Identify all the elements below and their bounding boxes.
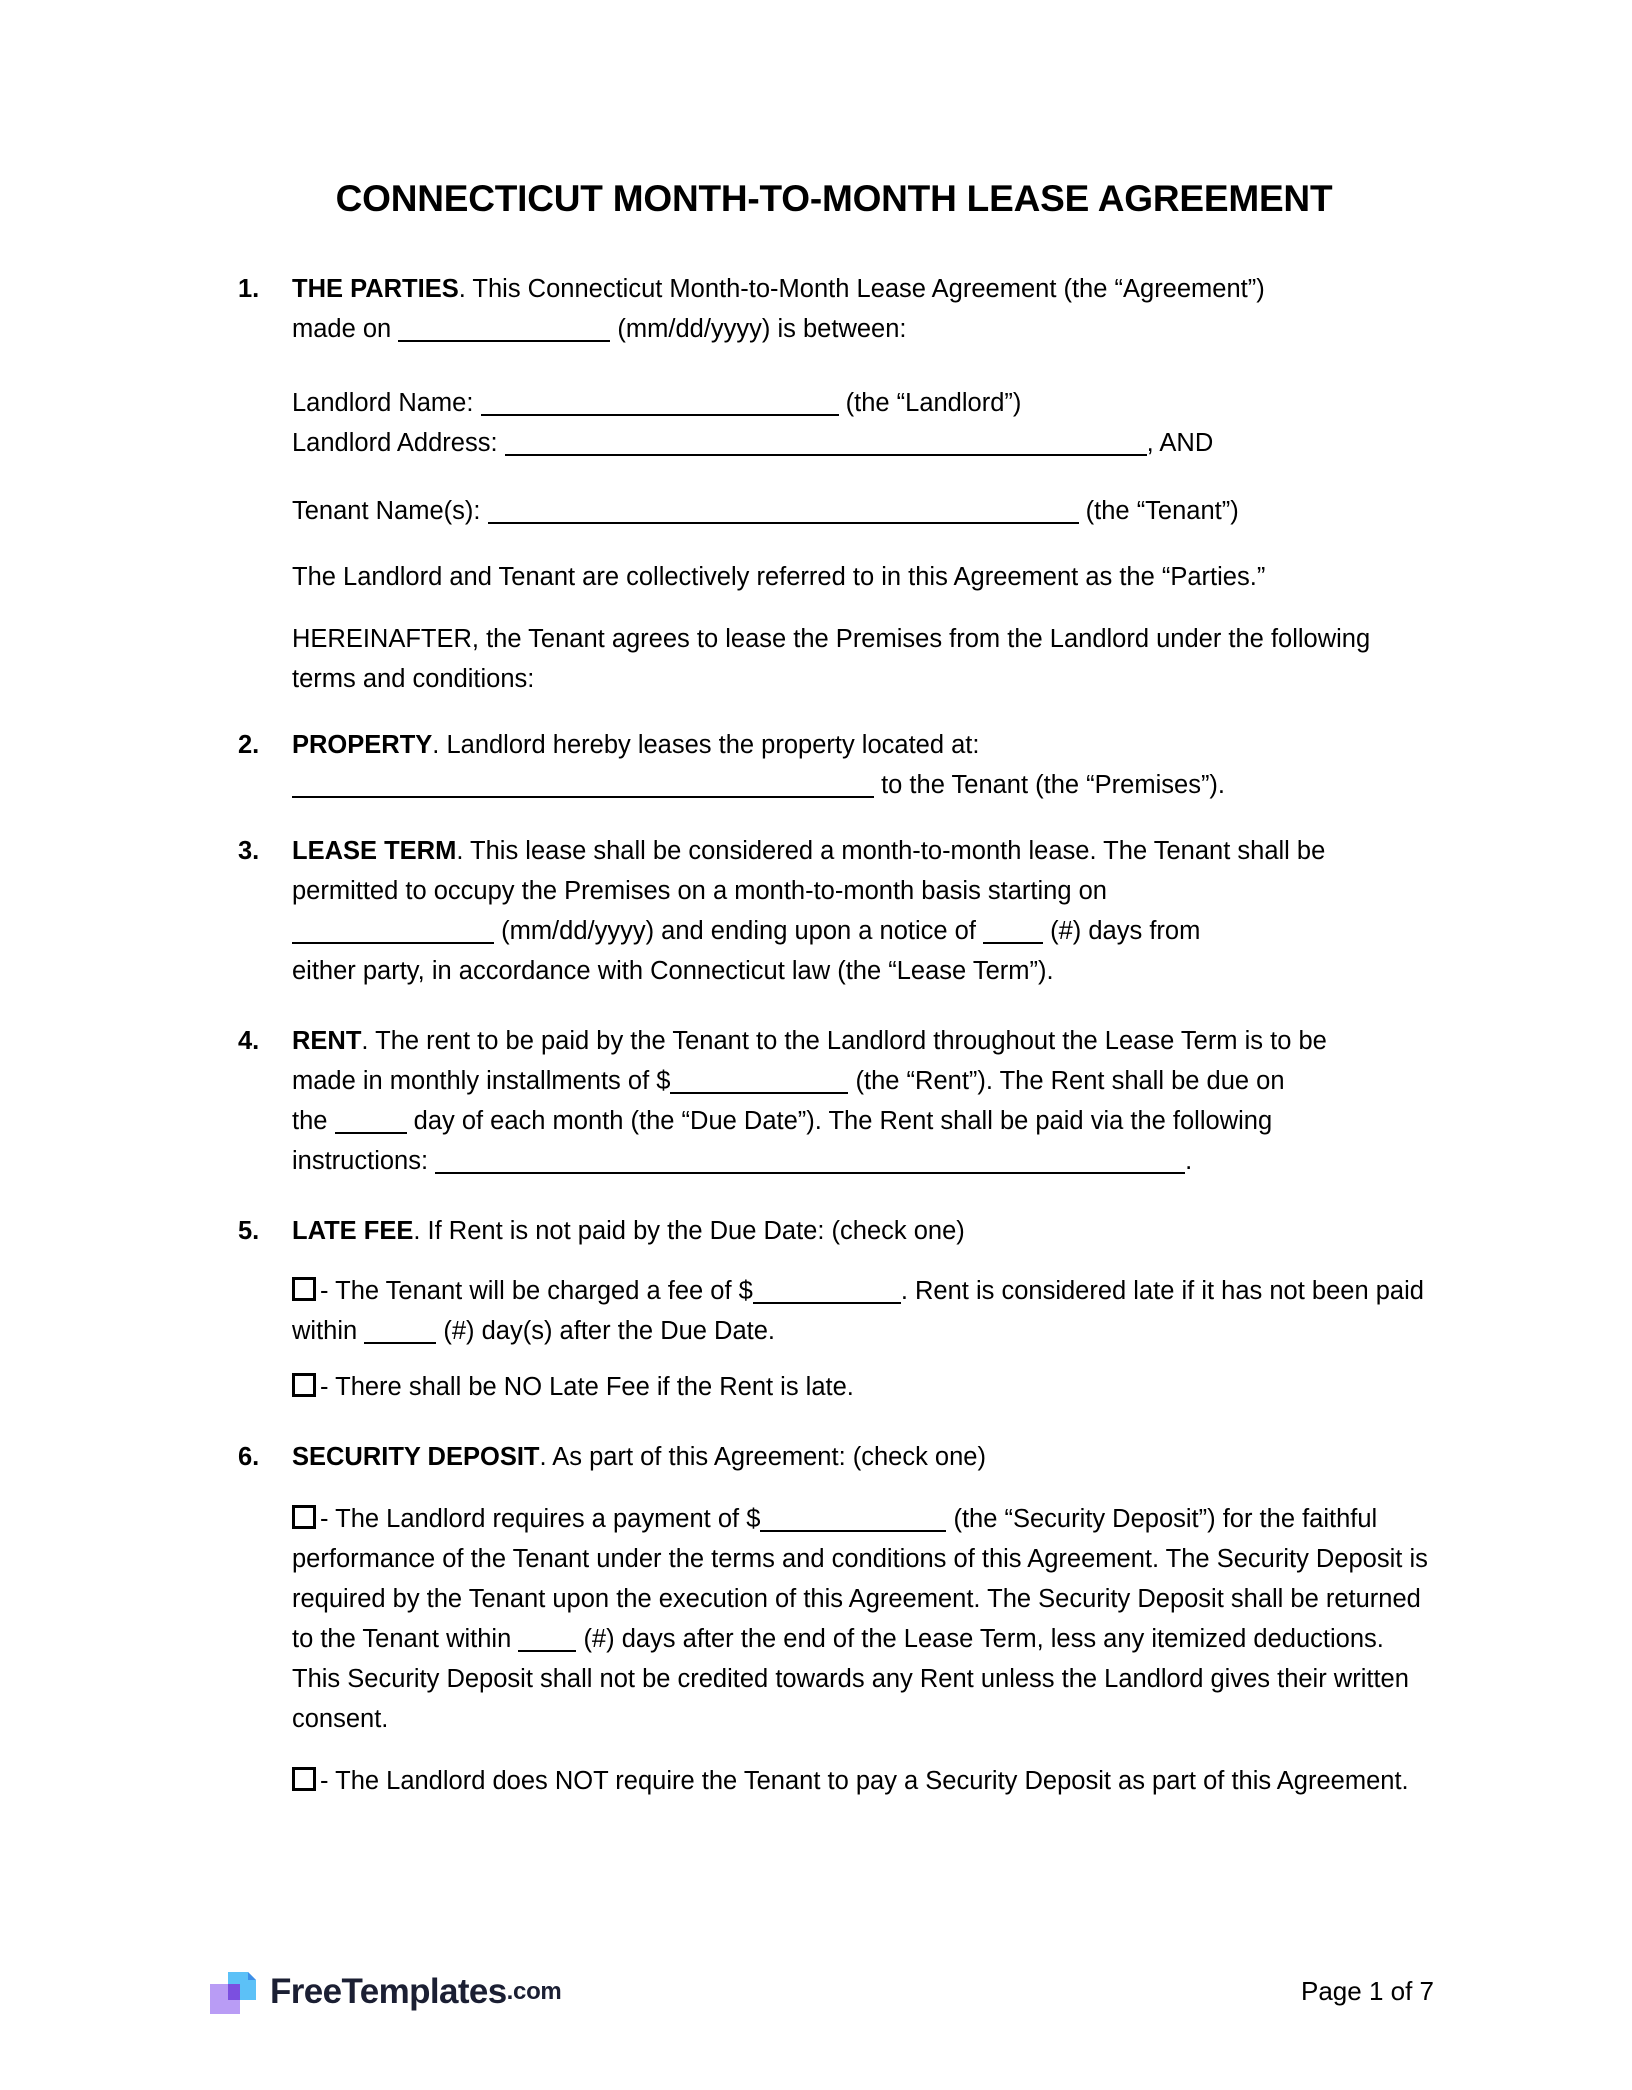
- rent-amount-line: [236, 1061, 1432, 1101]
- rent-due-day-blank[interactable]: [335, 1108, 407, 1134]
- property-address-suffix: to the Tenant (the “Premises”).: [874, 770, 1226, 799]
- landlord-address-label: Landlord Address:: [292, 428, 505, 457]
- landlord-name-label: Landlord Name:: [292, 388, 481, 417]
- rent-instructions-label: instructions:: [292, 1146, 436, 1175]
- spacer: [236, 805, 1432, 831]
- section-body: . If Rent is not paid by the Due Date: (check one): [413, 1216, 965, 1245]
- security-deposit-option-1-text-a: - The Landlord requires a payment of $: [320, 1504, 761, 1533]
- lease-term-line2: permitted to occupy the Premises on a month-to-month basis starting on: [292, 876, 1107, 905]
- section-lease-term: [236, 831, 1432, 871]
- spacer: [236, 463, 1432, 491]
- security-deposit-option-2: [236, 1761, 1432, 1801]
- section-body: . Landlord hereby leases the property located at:: [432, 730, 980, 759]
- late-fee-option-2: [236, 1367, 1432, 1407]
- landlord-address-blank[interactable]: [505, 430, 1147, 456]
- spacer: [236, 349, 1432, 383]
- spacer: [236, 1407, 1432, 1437]
- section-number: 4.: [238, 1026, 260, 1055]
- spacer: [236, 597, 1432, 619]
- rent-due-day-suffix: day of each month (the “Due Date”). The Rent shall be paid via the following: [406, 1106, 1273, 1135]
- landlord-name-blank[interactable]: [481, 390, 839, 416]
- lease-term-line3: [236, 911, 1432, 951]
- section-the-parties: [236, 269, 1432, 309]
- page-number: Page 1 of 7: [1301, 1976, 1434, 2006]
- late-fee-amount-blank[interactable]: [753, 1278, 901, 1304]
- section-body: . This lease shall be considered a month-to-month lease. The Tenant shall be: [456, 836, 1326, 865]
- late-fee-option-2-text: - There shall be NO Late Fee if the Rent is late.: [320, 1372, 854, 1401]
- checkbox-no-late-fee[interactable]: [292, 1373, 316, 1397]
- section-number: 5.: [238, 1216, 260, 1245]
- landlord-address-suffix: , AND: [1146, 428, 1214, 457]
- late-fee-days-blank[interactable]: [364, 1318, 436, 1344]
- page-footer: [0, 1962, 1632, 2052]
- section-body: . As part of this Agreement: (check one): [539, 1442, 986, 1471]
- section-property: [236, 725, 1432, 765]
- rent-amount-label: made in monthly installments of $: [292, 1066, 671, 1095]
- section-heading: PROPERTY: [292, 730, 433, 759]
- lease-term-line3-mid: (mm/dd/yyyy) and ending upon a notice of: [494, 916, 984, 945]
- freetemplates-logo-icon: [208, 1966, 260, 2018]
- made-on-date-blank[interactable]: [398, 316, 610, 342]
- spacer: [236, 221, 1432, 269]
- checkbox-deposit-not-required[interactable]: [292, 1767, 316, 1791]
- security-deposit-option-2-text: - The Landlord does NOT require the Tenant to pay a Security Deposit as part of this Agreement.: [320, 1766, 1409, 1795]
- property-address-blank[interactable]: [292, 772, 874, 798]
- property-address-line: [236, 765, 1432, 805]
- section-body: . The rent to be paid by the Tenant to the Landlord throughout the Lease Term is to be: [361, 1026, 1327, 1055]
- section-security-deposit: [236, 1437, 1432, 1477]
- spacer: [236, 1351, 1432, 1367]
- made-on-line: [236, 309, 1432, 349]
- tenant-name-line: [236, 491, 1432, 531]
- rent-instructions-suffix: .: [1185, 1146, 1193, 1175]
- security-deposit-amount-blank[interactable]: [760, 1506, 946, 1532]
- tenant-name-blank[interactable]: [488, 498, 1079, 524]
- landlord-name-line: [236, 383, 1432, 423]
- section-heading: THE PARTIES: [292, 274, 459, 303]
- checkbox-deposit-required[interactable]: [292, 1505, 316, 1529]
- rent-amount-suffix: (the “Rent”). The Rent shall be due on: [848, 1066, 1285, 1095]
- made-on-label: made on: [292, 314, 399, 343]
- spacer: [236, 991, 1432, 1021]
- late-fee-option-1: [236, 1271, 1432, 1351]
- late-fee-option-1-text-a: - The Tenant will be charged a fee of $: [320, 1276, 753, 1305]
- section-heading: LATE FEE: [292, 1216, 414, 1245]
- section-number: 2.: [238, 730, 260, 759]
- rent-instructions-line: [236, 1141, 1432, 1181]
- tenant-name-label: Tenant Name(s):: [292, 496, 488, 525]
- checkbox-late-fee-charged[interactable]: [292, 1277, 316, 1301]
- security-deposit-option-1-text-b: (the “Security Deposit”) for the: [946, 1504, 1295, 1533]
- notice-days-blank[interactable]: [983, 918, 1043, 944]
- section-number: 1.: [238, 274, 260, 303]
- lease-term-line3-end: (#) days from: [1043, 916, 1201, 945]
- freetemplates-logo[interactable]: [208, 1966, 561, 2018]
- brand-tld: .com: [506, 1978, 562, 2005]
- tenant-name-suffix: (the “Tenant”): [1078, 496, 1239, 525]
- rent-due-day-line: [236, 1101, 1432, 1141]
- section-number: 6.: [238, 1442, 260, 1471]
- spacer: [236, 1181, 1432, 1211]
- late-fee-option-1-text-c: not been paid within: [292, 1276, 1424, 1345]
- section-heading: LEASE TERM: [292, 836, 457, 865]
- spacer: [236, 1477, 1432, 1499]
- late-fee-option-1-text-b: . Rent is considered late if it has: [900, 1276, 1263, 1305]
- section-heading: RENT: [292, 1026, 362, 1055]
- spacer: [236, 531, 1432, 557]
- landlord-address-line: [236, 423, 1432, 463]
- late-fee-option-1-text-d: (#) day(s) after the Due Date.: [436, 1316, 776, 1345]
- brand-name: FreeTemplates: [270, 1972, 507, 2011]
- rent-instructions-blank[interactable]: [435, 1148, 1185, 1174]
- security-deposit-option-1-text-d: (#) days after the end of the Lease Term, less any itemized deductions. This Security Deposit shall not be credited towards any Rent unless the Landlord gives their written consent.: [292, 1624, 1409, 1733]
- landlord-name-suffix: (the “Landlord”): [838, 388, 1022, 417]
- lease-start-date-blank[interactable]: [292, 918, 494, 944]
- spacer: [236, 1739, 1432, 1761]
- page-title: CONNECTICUT MONTH-TO-MONTH LEASE AGREEMENT: [335, 178, 1333, 219]
- parties-definition-paragraph: The Landlord and Tenant are collectively referred to in this Agreement as the “Parties.”: [292, 562, 1266, 591]
- security-deposit-return-days-blank[interactable]: [518, 1626, 576, 1652]
- security-deposit-option-1: [236, 1499, 1432, 1739]
- section-number: 3.: [238, 836, 260, 865]
- section-heading: SECURITY DEPOSIT: [292, 1442, 540, 1471]
- spacer: [236, 1251, 1432, 1271]
- section-body: . This Connecticut Month-to-Month Lease Agreement (the “Agreement”): [458, 274, 1265, 303]
- lease-term-line4: either party, in accordance with Connecticut law (the “Lease Term”).: [292, 956, 1054, 985]
- rent-due-day-prefix: the: [292, 1106, 335, 1135]
- document-content: [236, 0, 1432, 1801]
- rent-amount-blank[interactable]: [670, 1068, 848, 1094]
- section-rent: [236, 1021, 1432, 1061]
- made-on-suffix: (mm/dd/yyyy) is between:: [610, 314, 907, 343]
- spacer: [236, 699, 1432, 725]
- section-late-fee: [236, 1211, 1432, 1251]
- security-deposit-option-1-text-c: faithful performance of the Tenant under the terms and conditions of this Agreement. The Security Deposit is required by the Tenant upon the execution of this Agreement. The Security Deposit shall be returned to the Tenant within: [292, 1504, 1428, 1653]
- hereinafter-paragraph: HEREINAFTER, the Tenant agrees to lease the Premises from the Landlord under the following terms and conditions:: [292, 624, 1371, 693]
